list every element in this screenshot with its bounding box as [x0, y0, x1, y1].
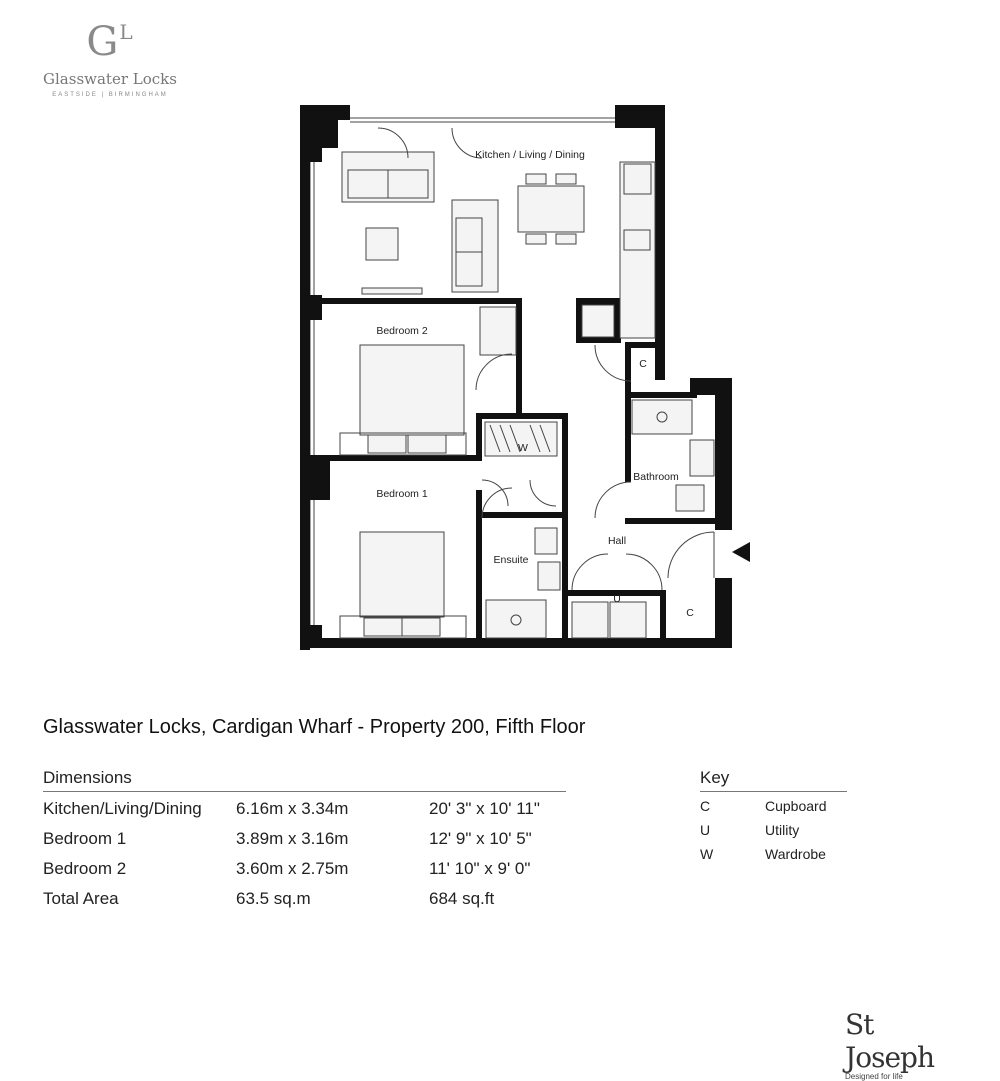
bed-2-pillow	[408, 435, 446, 453]
dimension-row	[43, 792, 566, 822]
wall-bathroom-bottom	[625, 518, 715, 524]
wall-bed2-bed1	[322, 455, 482, 461]
key-label: Wardrobe	[765, 846, 826, 862]
wall-cupboard-c-side	[625, 342, 631, 392]
dimension-row	[43, 882, 566, 912]
brand-monogram: $G^L$	[86, 19, 134, 65]
dimension-room: Kitchen/Living/Dining	[43, 799, 202, 818]
bath-drain	[657, 412, 667, 422]
desk	[480, 307, 516, 355]
wall-wardrobe-left	[476, 413, 482, 461]
riser-box	[582, 305, 614, 337]
wall-wardrobe-top	[476, 413, 568, 419]
dimension-row	[43, 852, 566, 882]
developer-logo	[845, 1008, 965, 1081]
key-title: Key	[700, 768, 847, 792]
bathroom-basin	[690, 440, 714, 476]
bed-2	[360, 345, 464, 435]
label-kitchen: Kitchen / Living / Dining	[475, 149, 585, 161]
label-bedroom-2: Bedroom 2	[376, 325, 428, 337]
dining-chair	[556, 234, 576, 244]
label-bathroom: Bathroom	[633, 471, 679, 483]
dimension-imperial: 684 sq.ft	[429, 889, 495, 908]
wall-bottom	[300, 638, 732, 648]
brand-name: Glasswater Locks	[43, 70, 177, 88]
dining-chair	[526, 234, 546, 244]
wall-bathroom-top	[625, 392, 697, 398]
dimension-row	[43, 822, 566, 852]
label-ensuite: Ensuite	[493, 554, 529, 566]
dimension-imperial: 12' 9" x 10' 5"	[429, 829, 532, 848]
wall-ensuite-right	[562, 512, 568, 640]
dining-chair	[556, 174, 576, 184]
key-code: C	[700, 798, 711, 814]
key-legend	[700, 768, 847, 864]
developer-name: St Joseph	[845, 1008, 934, 1074]
key-item	[700, 792, 847, 816]
dimensions-table	[43, 768, 566, 912]
bathroom-toilet	[676, 485, 704, 511]
key-label: Cupboard	[765, 798, 827, 814]
label-cupboard-top: C	[639, 358, 647, 370]
dimension-room: Total Area	[43, 889, 119, 908]
label-cupboard-hall: C	[686, 607, 694, 619]
dining-chair	[526, 174, 546, 184]
label-bedroom-1: Bedroom 1	[376, 488, 428, 500]
key-item	[700, 816, 847, 840]
door-bathroom	[595, 482, 631, 518]
dimension-metric: 63.5 sq.m	[236, 889, 311, 908]
sofa-left-cushion	[388, 170, 428, 198]
wall-ensuite-top	[476, 512, 568, 518]
brand-location: EASTSIDE | BIRMINGHAM	[52, 92, 168, 98]
door-utility	[572, 554, 608, 590]
wall-utility-right	[660, 590, 666, 640]
wall-bathroom-left	[625, 392, 631, 482]
dimension-metric: 3.89m x 3.16m	[236, 829, 349, 848]
dimension-imperial: 20' 3" x 10' 11"	[429, 799, 540, 818]
dimension-room: Bedroom 2	[43, 859, 127, 878]
sofa-right-cushion	[456, 252, 482, 286]
utility-unit	[610, 602, 646, 638]
sofa-right-cushion	[456, 218, 482, 252]
key-code: U	[700, 822, 711, 838]
door-entrance	[668, 532, 714, 578]
shower-drain	[511, 615, 521, 625]
dimension-room: Bedroom 1	[43, 829, 127, 848]
dimensions-title: Dimensions	[43, 768, 566, 792]
wall-pier-3	[300, 625, 322, 640]
developer-tagline: Designed for life	[845, 1072, 903, 1081]
dimension-imperial: 11' 10" x 9' 0"	[429, 859, 531, 878]
wall-bed2-right	[516, 298, 522, 413]
dining-table	[518, 186, 584, 232]
floor-plan	[290, 100, 750, 660]
wall-right-lower	[715, 578, 732, 648]
label-wardrobe: W	[518, 442, 528, 454]
bed-2-pillow	[368, 435, 406, 453]
coffee-table	[366, 228, 398, 260]
key-label: Utility	[765, 822, 800, 838]
bed-1	[360, 532, 444, 617]
utility-unit	[572, 602, 608, 638]
key-item	[700, 840, 847, 864]
key-code: W	[700, 846, 714, 862]
wall-left	[300, 105, 310, 650]
label-hall: Hall	[607, 535, 627, 547]
wall-kitchen-bed2	[322, 298, 522, 304]
property-title: Glasswater Locks, Cardigan Wharf - Property 200, Fifth Floor	[43, 716, 586, 738]
ensuite-basin	[538, 562, 560, 590]
entrance-arrow-icon	[732, 542, 750, 562]
wall-pier-1	[300, 295, 322, 320]
wall-wardrobe-right	[562, 413, 568, 513]
door-wardrobe	[530, 480, 556, 506]
kitchen-sink	[624, 230, 650, 250]
wall-right-upper	[655, 105, 665, 380]
sofa-left-cushion	[348, 170, 388, 198]
door-utility	[626, 554, 662, 590]
hob	[624, 164, 651, 194]
dimension-metric: 3.60m x 2.75m	[236, 859, 349, 878]
bed-1-pillow	[364, 618, 402, 636]
door-bedroom-2	[476, 354, 512, 390]
brand-logo	[30, 10, 190, 98]
bed-1-pillow	[402, 618, 440, 636]
dimension-metric: 6.16m x 3.34m	[236, 799, 349, 818]
label-utility: U	[613, 593, 621, 605]
ensuite-toilet	[535, 528, 557, 554]
wall-pier-2	[300, 455, 330, 500]
tv-unit	[362, 288, 422, 294]
